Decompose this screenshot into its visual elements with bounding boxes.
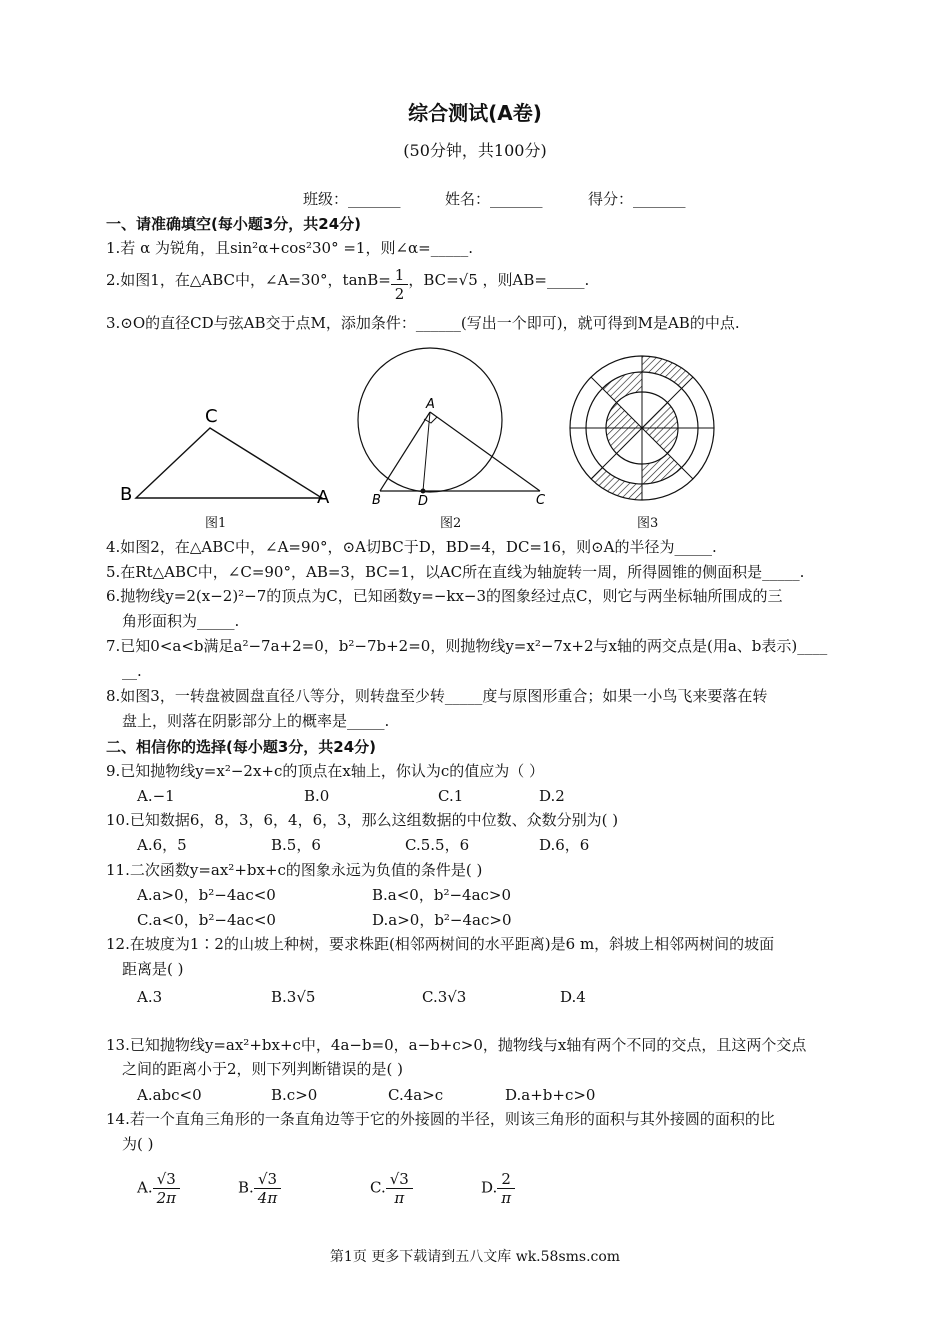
q9-option-b: B.0 <box>304 787 330 805</box>
question-14-line2: 为( ) <box>122 1135 154 1153</box>
q14-d-num: 2 <box>497 1170 515 1189</box>
fig2-caption: 图2 <box>440 516 462 531</box>
question-5: 5.在Rt△ABC中，∠C=90°，AB=3，BC=1，以AC所在直线为轴旋转一周，所得圆锥的侧面积是_____. <box>106 563 805 581</box>
q10-option-d: D.6，6 <box>539 836 590 854</box>
fig2-circle <box>358 348 502 492</box>
question-8-line2: 盘上，则落在阴影部分上的概率是_____. <box>122 712 390 730</box>
question-12-line2: 距离是( ) <box>122 960 184 978</box>
q11-option-c: C.a<0，b²−4ac<0 <box>137 911 276 929</box>
question-2-text-a: 2.如图1，在△ABC中，∠A=30°，tanB= <box>106 271 391 289</box>
q14-d-den: π <box>501 1189 512 1207</box>
figure-1 <box>120 406 330 508</box>
q9-option-a: A.−1 <box>137 787 175 805</box>
page-footer: 第1页 更多下载请到五八文库 wk.58sms.com <box>329 1249 621 1265</box>
q14-c-fraction <box>386 1170 413 1207</box>
q12-option-a: A.3 <box>137 988 163 1006</box>
fig1-label-a: A <box>317 487 330 508</box>
q12-option-d: D.4 <box>560 988 586 1006</box>
q14-a-num: √3 <box>153 1170 180 1189</box>
q13-option-a: A.abc<0 <box>137 1086 202 1104</box>
q11-option-a: A.a>0，b²−4ac<0 <box>137 886 276 904</box>
question-8-line1: 8.如图3，一转盘被圆盘直径八等分，则转盘至少转_____度与原图形重合；如果一小鸟飞来要落在转 <box>106 687 768 705</box>
question-4: 4.如图2，在△ABC中，∠A=90°，⊙A切BC于D，BD=4，DC=16，则⊙A的半径为_____. <box>106 538 717 556</box>
q13-option-c: C.4a>c <box>388 1086 444 1104</box>
fig1-label-b: B <box>120 484 133 505</box>
q13-option-b: B.c>0 <box>271 1086 318 1104</box>
q14-d-letter: D. <box>481 1178 498 1197</box>
q14-b-letter: B. <box>238 1178 254 1197</box>
question-12-line1: 12.在坡度为1∶2的山坡上种树，要求株距(相邻两树间的水平距离)是6 m，斜坡上相邻两树间的坡面 <box>106 935 775 953</box>
q13-option-d: D.a+b+c>0 <box>505 1086 596 1104</box>
q10-option-c: C.5.5，6 <box>405 836 470 854</box>
q14-option-a <box>137 1170 180 1207</box>
question-7-line2: __. <box>122 662 142 680</box>
q2-fraction <box>391 266 409 303</box>
question-7-line1: 7.已知0<a<b满足a²−7a+2=0，b²−7b+2=0，则抛物线y=x²−7x+2与x轴的两交点是(用a、b表示)____ <box>106 637 828 655</box>
question-2 <box>106 266 589 303</box>
question-3: 3.⊙O的直径CD与弦AB交于点M，添加条件：______(写出一个即可)，就可得到M是AB的中点. <box>106 314 740 332</box>
fig3-caption: 图3 <box>637 516 659 531</box>
name-field: 姓名：_______ <box>445 190 543 208</box>
q2-frac-den: 2 <box>394 285 405 303</box>
question-13-line1: 13.已知抛物线y=ax²+bx+c中，4a−b=0，a−b+c>0，抛物线与x轴有两个不同的交点，且这两个交点 <box>106 1036 807 1054</box>
question-11: 11.二次函数y=ax²+bx+c的图象永远为负值的条件是( ) <box>106 861 483 879</box>
figure-3-spinner <box>570 356 714 500</box>
q14-b-num: √3 <box>254 1170 281 1189</box>
question-14-line1: 14.若一个直角三角形的一条直角边等于它的外接圆的半径，则该三角形的面积与其外接圆的面积的比 <box>106 1110 775 1128</box>
question-1: 1.若 α 为锐角，且sin²α+cos²30° =1，则∠α=_____. <box>106 239 473 257</box>
q14-option-d <box>481 1170 515 1207</box>
question-9: 9.已知抛物线y=x²−2x+c的顶点在x轴上，你认为c的值应为（ ） <box>106 762 544 780</box>
q14-option-b <box>238 1170 281 1207</box>
fig2-label-d: D <box>418 494 429 509</box>
class-field: 班级：_______ <box>303 190 401 208</box>
q2-frac-num: 1 <box>391 266 409 285</box>
question-6-line1: 6.抛物线y=2(x−2)²−7的顶点为C，已知函数y=−kx−3的图象经过点C，则它与两坐标轴所围成的三 <box>106 587 783 605</box>
fig1-caption: 图1 <box>205 516 227 531</box>
q14-a-letter: A. <box>137 1178 153 1197</box>
q11-option-d: D.a>0，b²−4ac>0 <box>372 911 512 929</box>
q14-c-den: π <box>394 1189 405 1207</box>
q14-option-c <box>370 1170 413 1207</box>
question-2-text-b: ，BC=√5 ，则AB=_____. <box>408 271 590 289</box>
figure-2 <box>358 348 546 509</box>
figures-area <box>110 340 840 535</box>
q9-option-c: C.1 <box>438 787 464 805</box>
fig2-label-c: C <box>536 493 546 508</box>
page-title: 综合测试(A卷) <box>408 101 542 125</box>
q12-option-c: C.3√3 <box>422 988 467 1006</box>
q10-option-a: A.6，5 <box>137 836 187 854</box>
fig1-label-c: C <box>205 406 218 427</box>
q14-b-den: 4π <box>257 1189 278 1207</box>
q14-c-letter: C. <box>370 1178 386 1197</box>
q11-option-b: B.a<0，b²−4ac>0 <box>372 886 512 904</box>
question-10: 10.已知数据6，8，3，6，4，6，3，那么这组数据的中位数、众数分别为( ) <box>106 811 619 829</box>
q14-a-fraction <box>153 1170 180 1207</box>
q10-option-b: B.5，6 <box>271 836 321 854</box>
score-field: 得分：_______ <box>588 190 686 208</box>
q14-c-num: √3 <box>386 1170 413 1189</box>
q9-option-d: D.2 <box>539 787 565 805</box>
question-6-line2: 角形面积为_____. <box>122 612 240 630</box>
q14-d-fraction <box>497 1170 515 1207</box>
fig2-label-b: B <box>372 493 381 508</box>
q14-b-fraction <box>254 1170 281 1207</box>
question-13-line2: 之间的距离小于2，则下列判断错误的是( ) <box>122 1060 404 1078</box>
page-subtitle: (50分钟，共100分) <box>403 141 547 160</box>
q14-a-den: 2π <box>156 1189 177 1207</box>
fig2-label-a: A <box>426 397 435 412</box>
section1-heading: 一、请准确填空(每小题3分，共24分) <box>106 215 362 233</box>
section2-heading: 二、相信你的选择(每小题3分，共24分) <box>106 738 377 756</box>
q12-option-b: B.3√5 <box>271 988 316 1006</box>
